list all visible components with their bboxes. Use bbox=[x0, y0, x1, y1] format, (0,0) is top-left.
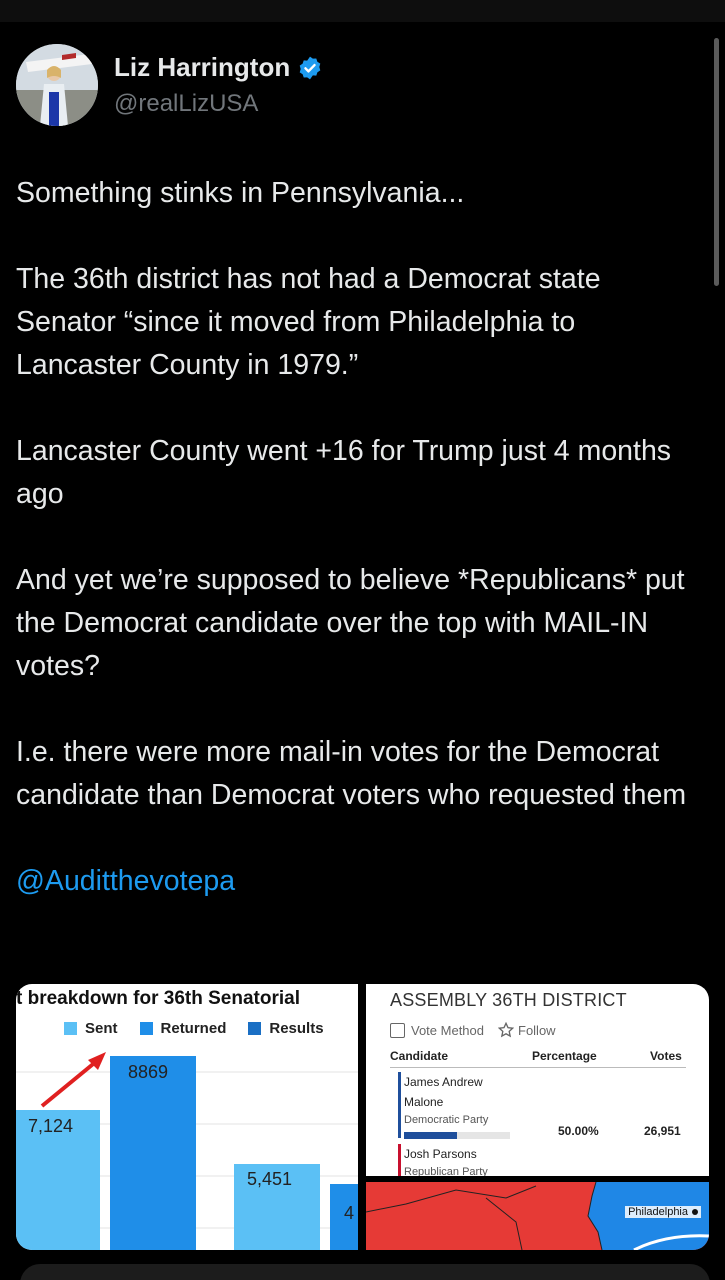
assembly-table-header: Candidate Percentage Votes bbox=[390, 1048, 686, 1068]
red-arrow-line bbox=[42, 1060, 98, 1106]
assembly-results-image[interactable] bbox=[366, 984, 709, 1176]
follow-button[interactable]: Follow bbox=[498, 1022, 556, 1038]
mention-link[interactable]: @Auditthevotepa bbox=[16, 865, 236, 897]
bar-label-7124: 7,124 bbox=[28, 1116, 74, 1136]
candidate-percentage: 50.00% bbox=[558, 1124, 599, 1138]
map-city-label: Philadelphia bbox=[625, 1206, 701, 1218]
reply-bar[interactable] bbox=[20, 1264, 710, 1280]
bar-label-5451: 5,451 bbox=[247, 1169, 293, 1189]
post-paragraph: The 36th district has not had a Democrat state Senator “since it moved from Philadelphia to Lancaster County in 1979.” bbox=[16, 263, 601, 381]
post-paragraph: Something stinks in Pennsylvania... bbox=[16, 177, 465, 209]
republican-indicator bbox=[398, 1144, 401, 1176]
candidate-votes: 26,951 bbox=[644, 1124, 681, 1138]
percentage-bar bbox=[404, 1132, 510, 1139]
top-strip bbox=[0, 0, 725, 22]
breakdown-chart-image[interactable] bbox=[16, 984, 358, 1250]
breakdown-legend bbox=[64, 1020, 324, 1037]
assembly-controls bbox=[390, 1022, 556, 1038]
media-grid bbox=[16, 984, 709, 1250]
democrat-indicator bbox=[398, 1072, 401, 1138]
verified-badge-icon bbox=[297, 55, 323, 81]
post-header bbox=[16, 44, 616, 128]
legend-item-returned: Returned bbox=[140, 1020, 227, 1037]
breakdown-title: t breakdown for 36th Senatorial bbox=[16, 988, 300, 1009]
assembly-title: ASSEMBLY 36TH DISTRICT bbox=[390, 990, 627, 1010]
author-name-row[interactable] bbox=[114, 52, 323, 83]
post-paragraph: I.e. there were more mail-in votes for the Democrat candidate than Democrat voters who requested them bbox=[16, 736, 687, 811]
star-icon bbox=[498, 1022, 514, 1038]
candidate-row: Josh Parsons Republican Party bbox=[404, 1147, 488, 1176]
bar-label-8869: 8869 bbox=[128, 1062, 169, 1082]
post-paragraph: And yet we’re supposed to believe *Republicans* put the Democrat candidate over the top with MAIL-IN votes? bbox=[16, 564, 685, 682]
bar-returned-1 bbox=[110, 1056, 196, 1250]
vote-method-checkbox[interactable]: Vote Method bbox=[390, 1023, 484, 1038]
post-text bbox=[16, 172, 706, 903]
scrollbar[interactable] bbox=[714, 38, 719, 286]
author-handle[interactable]: @realLizUSA bbox=[114, 90, 259, 117]
breakdown-bars bbox=[16, 1044, 358, 1250]
legend-item-sent: Sent bbox=[64, 1020, 118, 1037]
avatar[interactable] bbox=[16, 44, 98, 126]
post-paragraph: Lancaster County went +16 for Trump just 4 months ago bbox=[16, 435, 672, 510]
legend-item-results: Results bbox=[248, 1020, 323, 1037]
candidate-row: James Andrew Malone Democratic Party bbox=[404, 1072, 554, 1139]
bar-label-cut: 4 bbox=[344, 1203, 355, 1223]
author-display-name[interactable]: Liz Harrington bbox=[114, 52, 291, 82]
district-map-image[interactable] bbox=[366, 1182, 709, 1250]
